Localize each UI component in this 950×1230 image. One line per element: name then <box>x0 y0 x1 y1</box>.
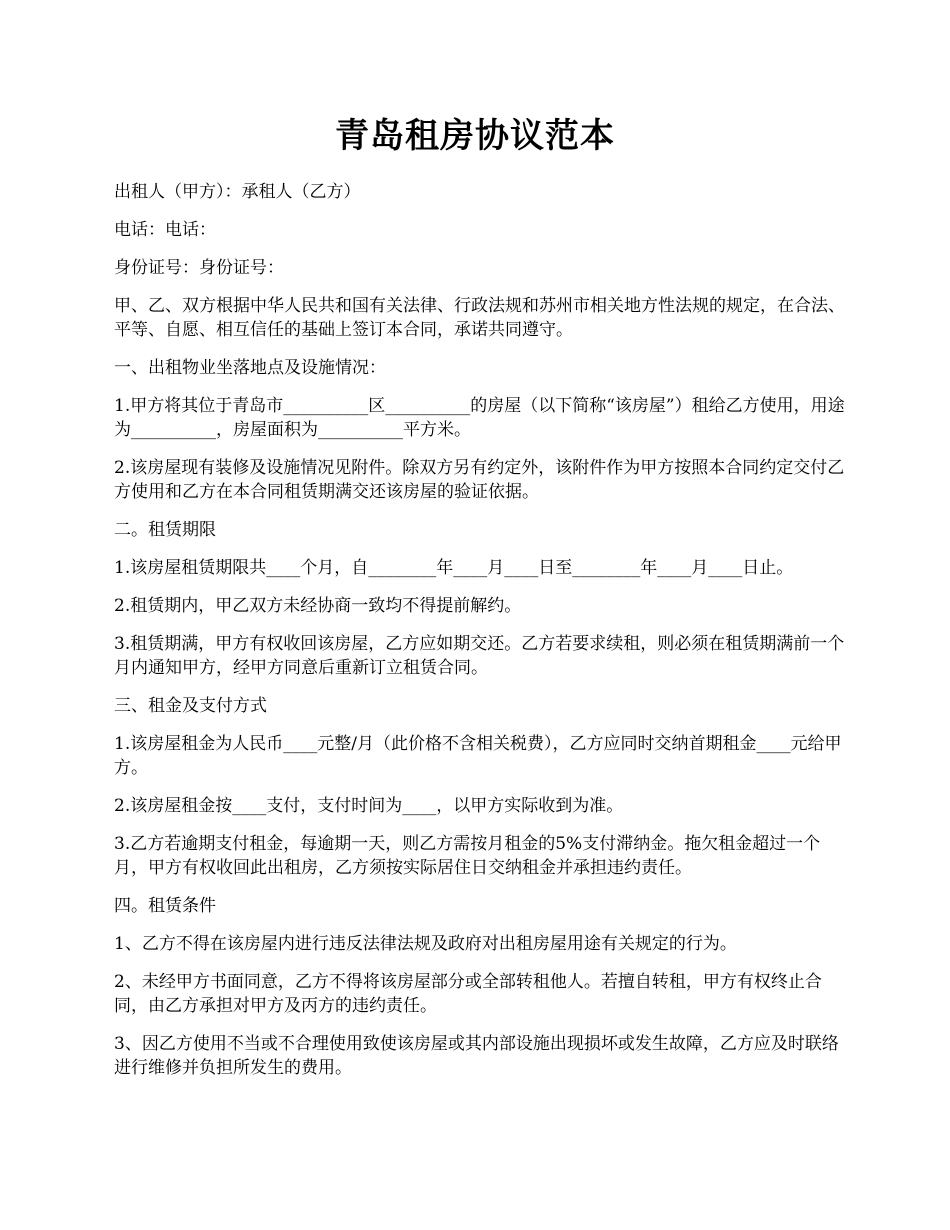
clause-conditions-3: 3、因乙方使用不当或不合理使用致使该房屋或其内部设施出现损坏或发生故障，乙方应及时联络进行维修并负担所发生的费用。 <box>114 1034 839 1078</box>
section-heading-term: 二。租赁期限 <box>114 520 216 540</box>
phone-line: 电话：电话： <box>114 220 216 240</box>
clause-property-2: 2.该房屋现有装修及设施情况见附件。除双方另有约定外，该附件作为甲方按照本合同约定交付乙方使用和乙方在本合同租赁期满交还该房屋的验证依据。 <box>114 458 845 502</box>
clause-rent-1: 1.该房屋租金为人民币____元整/月（此价格不含相关税费），乙方应同时交纳首期租金____元给甲方。 <box>114 734 842 778</box>
clause-conditions-2: 2、未经甲方书面同意，乙方不得将该房屋部分或全部转租他人。若擅自转租，甲方有权终止合同，由乙方承担对甲方及丙方的违约责任。 <box>114 972 822 1016</box>
clause-term-3: 3.租赁期满，甲方有权收回该房屋，乙方应如期交还。乙方若要求续租，则必须在租赁期满前一个月内通知甲方，经甲方同意后重新订立租赁合同。 <box>114 634 845 678</box>
clause-property-1: 1.甲方将其位于青岛市__________区__________的房屋（以下简称“该房屋”）租给乙方使用，用途为__________，房屋面积为__________平方米。 <box>114 396 845 440</box>
id-number-line: 身份证号：身份证号： <box>114 258 284 278</box>
section-heading-property: 一、出租物业坐落地点及设施情况： <box>114 358 386 378</box>
document-title: 青岛租房协议范本 <box>335 116 615 156</box>
party-line: 出租人（甲方）：承租人（乙方） <box>114 182 361 202</box>
clause-rent-3: 3.乙方若逾期支付租金，每逾期一天，则乙方需按月租金的5%支付滞纳金。拖欠租金超过一个月，甲方有权收回此出租房，乙方须按实际居住日交纳租金并承担违约责任。 <box>114 834 821 878</box>
preamble-paragraph: 甲、乙、双方根据中华人民共和国有关法律、行政法规和苏州市相关地方性法规的规定，在合法、平等、自愿、相互信任的基础上签订本合同，承诺共同遵守。 <box>114 296 845 340</box>
clause-conditions-1: 1、乙方不得在该房屋内进行违反法律法规及政府对出租房屋用途有关规定的行为。 <box>114 934 737 954</box>
clause-term-1: 1.该房屋租赁期限共____个月，自________年____月____日至________年____月____日止。 <box>114 558 794 578</box>
section-heading-rent: 三、租金及支付方式 <box>114 696 267 716</box>
clause-term-2: 2.租赁期内，甲乙双方未经协商一致均不得提前解约。 <box>114 596 522 616</box>
section-heading-conditions: 四。租赁条件 <box>114 896 216 916</box>
document-body <box>114 180 854 1094</box>
clause-rent-2: 2.该房屋租金按____支付，支付时间为____，以甲方实际收到为准。 <box>114 796 624 816</box>
